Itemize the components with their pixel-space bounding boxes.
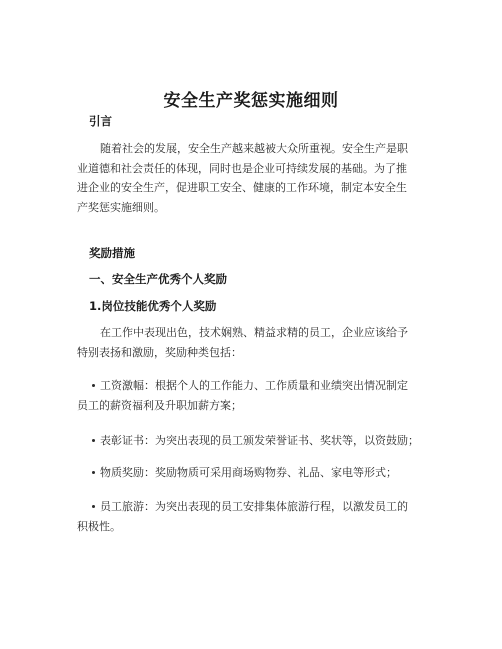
intro-line: 进企业的安全生产，促进职工安全、健康的工作环境，制定本安全生 (77, 181, 407, 194)
bullet-icon (92, 505, 95, 508)
bullet-icon (92, 471, 95, 474)
bullet-text: 员工旅游：为突出表现的员工安排集体旅游行程，以激发员工的 (100, 500, 408, 513)
bullet-text: 表彰证书：为突出表现的员工颁发荣誉证书、奖状等，以资鼓励； (100, 434, 419, 447)
measures-heading: 奖励措施 (89, 246, 135, 260)
bullet-icon (92, 384, 95, 387)
subsection1-line: 特别表扬和激励，奖励种类包括： (77, 345, 242, 359)
subsection1-paragraph (77, 323, 429, 362)
subsection1-heading: 1.岗位技能优秀个人奖励 (89, 299, 217, 313)
intro-line: 业道德和社会责任的体现，同时也是企业可持续发展的基础。为了推 (77, 161, 407, 175)
bullet-text: 积极性。 (77, 519, 121, 533)
intro-line: 产奖惩实施细则。 (77, 200, 165, 214)
bullet-item-certificate (89, 431, 489, 451)
document-title: 安全生产奖惩实施细则 (163, 91, 339, 111)
intro-line: 随着社会的发展，安全生产越来越被大众所重视。安全生产是职 (100, 142, 408, 155)
bullet-item-material (89, 463, 489, 483)
bullet-text: 物质奖励：奖励物质可采用商场购物券、礼品、家电等形式； (100, 466, 397, 479)
subsection1-line: 在工作中表现出色，技术娴熟、精益求精的员工，企业应该给予 (100, 326, 408, 339)
bullet-item-salary (77, 376, 489, 415)
intro-heading: 引言 (89, 114, 112, 128)
bullet-text: 工资激幅：根据个人的工作能力、工作质量和业绩突出情况制定 (100, 379, 408, 392)
intro-paragraph (77, 139, 429, 217)
bullet-icon (92, 439, 95, 442)
bullet-text: 员工的薪资福利及升职加薪方案； (77, 398, 242, 412)
bullet-item-travel (77, 497, 489, 536)
section1-heading: 一、安全生产优秀个人奖励 (89, 272, 227, 286)
